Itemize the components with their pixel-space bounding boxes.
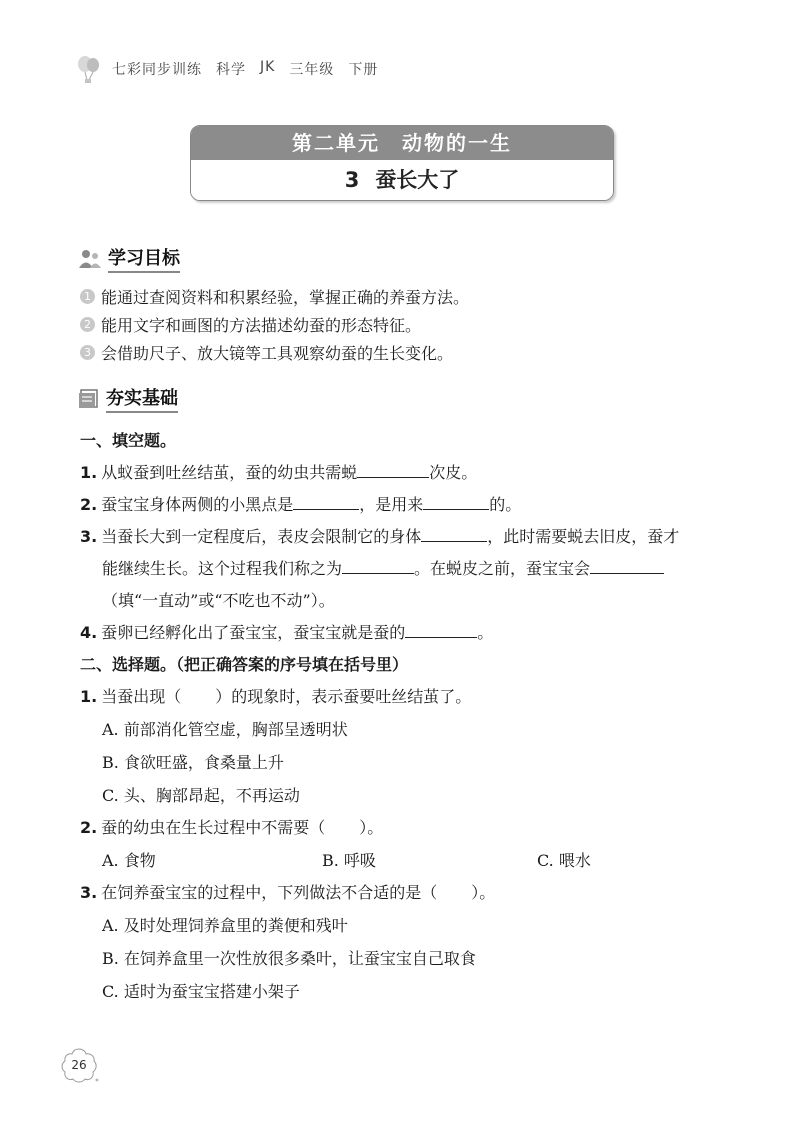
unit-title: 第二单元 动物的一生 bbox=[191, 126, 613, 160]
question-number: 4. bbox=[80, 623, 98, 642]
question-3-line-2 bbox=[80, 553, 740, 585]
subject: 科学 bbox=[216, 62, 246, 78]
question-number: 2. bbox=[80, 818, 98, 837]
question-text: ）。 bbox=[471, 883, 496, 902]
goal-text: 会借助尺子、放大镜等工具观察幼蚕的生长变化。 bbox=[101, 343, 454, 363]
page-number-text: 26 bbox=[71, 1058, 87, 1072]
question-text: 次皮。 bbox=[429, 463, 478, 482]
answer-blank[interactable] bbox=[590, 553, 664, 574]
goals-heading bbox=[78, 244, 180, 273]
question-text: 蚕卵已经孵化出了蚕宝宝，蚕宝宝就是蚕的 bbox=[101, 623, 406, 642]
option-b: B. 食欲旺盛，食桑量上升 bbox=[102, 753, 284, 772]
question-1 bbox=[80, 457, 740, 489]
answer-blank[interactable] bbox=[423, 489, 489, 510]
goals-list bbox=[80, 282, 740, 366]
option-c: C. 头、胸部昂起，不再运动 bbox=[102, 786, 300, 805]
question-text: 。 bbox=[477, 623, 494, 642]
basics-heading bbox=[78, 384, 178, 413]
lesson-name: 蚕长大了 bbox=[375, 168, 460, 192]
question-2 bbox=[80, 489, 740, 521]
goal-text: 能通过查阅资料和积累经验，掌握正确的养蚕方法。 bbox=[101, 287, 470, 307]
question-text: 从蚁蚕到吐丝结茧，蚕的幼虫共需蜕 bbox=[101, 463, 358, 482]
choice-question-3 bbox=[80, 877, 740, 909]
question-number: 1. bbox=[80, 463, 98, 482]
edition: JK bbox=[260, 59, 276, 75]
question-text: 当蚕出现（ bbox=[101, 687, 182, 706]
goal-number: 3 bbox=[80, 345, 95, 360]
question-text: 蚕的幼虫在生长过程中不需要（ bbox=[101, 818, 326, 837]
option-a: A. 及时处理饲养盒里的粪便和残叶 bbox=[102, 916, 348, 935]
question-4 bbox=[80, 617, 740, 649]
balloon-logo-icon bbox=[74, 54, 104, 84]
basics-heading-text: 夯实基础 bbox=[106, 384, 178, 413]
option-a: A. 前部消化管空虚，胸部呈透明状 bbox=[102, 720, 348, 739]
option-b: B. 在饲养盒里一次性放很多桑叶，让蚕宝宝自己取食 bbox=[102, 949, 476, 968]
goals-heading-text: 学习目标 bbox=[108, 244, 180, 273]
goal-text: 能用文字和画图的方法描述幼蚕的形态特征。 bbox=[101, 315, 422, 335]
question-number: 3. bbox=[80, 883, 98, 902]
answer-blank[interactable] bbox=[421, 521, 487, 542]
question-text: 的。 bbox=[489, 495, 522, 514]
lesson-number: 3 bbox=[344, 168, 360, 192]
question-3 bbox=[80, 521, 740, 553]
option-c: C. 喂水 bbox=[537, 851, 591, 870]
answer-blank[interactable] bbox=[342, 553, 414, 574]
goal-item bbox=[80, 282, 740, 310]
page-number bbox=[60, 1046, 100, 1086]
question-text: 。在蜕皮之前，蚕宝宝会 bbox=[414, 559, 591, 578]
people-icon bbox=[78, 248, 102, 270]
part-fill-blank-title: 一、填空题。 bbox=[80, 431, 177, 450]
running-header bbox=[74, 54, 378, 84]
goal-item bbox=[80, 338, 740, 366]
volume: 下册 bbox=[348, 62, 379, 78]
question-text: ）的现象时，表示蚕要吐丝结茧了。 bbox=[215, 687, 472, 706]
answer-blank[interactable] bbox=[293, 489, 359, 510]
question-text: ）。 bbox=[359, 818, 384, 837]
series-name: 七彩同步训练 bbox=[112, 62, 202, 78]
choice-question-2 bbox=[80, 812, 740, 844]
option-b: B. 呼吸 bbox=[322, 851, 376, 870]
option-c: C. 适时为蚕宝宝搭建小架子 bbox=[102, 982, 300, 1001]
question-3-line-3 bbox=[80, 585, 740, 617]
option-row bbox=[80, 844, 740, 877]
goal-number: 1 bbox=[80, 289, 95, 304]
grade: 三年级 bbox=[289, 62, 335, 78]
question-text: 当蚕长大到一定程度后，表皮会限制它的身体 bbox=[101, 527, 422, 546]
choice-question-1 bbox=[80, 681, 740, 713]
notebook-icon bbox=[78, 388, 100, 410]
question-number: 2. bbox=[80, 495, 98, 514]
question-number: 1. bbox=[80, 687, 98, 706]
goal-item bbox=[80, 310, 740, 338]
question-text: 能继续生长。这个过程我们称之为 bbox=[102, 559, 343, 578]
header-text bbox=[112, 59, 378, 79]
goal-number: 2 bbox=[80, 317, 95, 332]
question-text: 在饲养蚕宝宝的过程中，下列做法不合适的是（ bbox=[101, 883, 438, 902]
question-text: （填“一直动”或“不吃也不动”）。 bbox=[102, 591, 335, 610]
answer-blank[interactable] bbox=[357, 457, 429, 478]
title-box bbox=[190, 125, 614, 201]
part-choice-title: 二、选择题。（把正确答案的序号填在括号里） bbox=[80, 655, 409, 674]
question-text: ，此时需要蜕去旧皮，蚕才 bbox=[487, 527, 680, 546]
question-number: 3. bbox=[80, 527, 98, 546]
lesson-title bbox=[191, 160, 613, 200]
question-text: 蚕宝宝身体两侧的小黑点是 bbox=[101, 495, 294, 514]
question-text: ，是用来 bbox=[359, 495, 424, 514]
option-a: A. 食物 bbox=[102, 851, 156, 870]
exercise-content bbox=[80, 425, 740, 1008]
answer-blank[interactable] bbox=[405, 617, 477, 638]
